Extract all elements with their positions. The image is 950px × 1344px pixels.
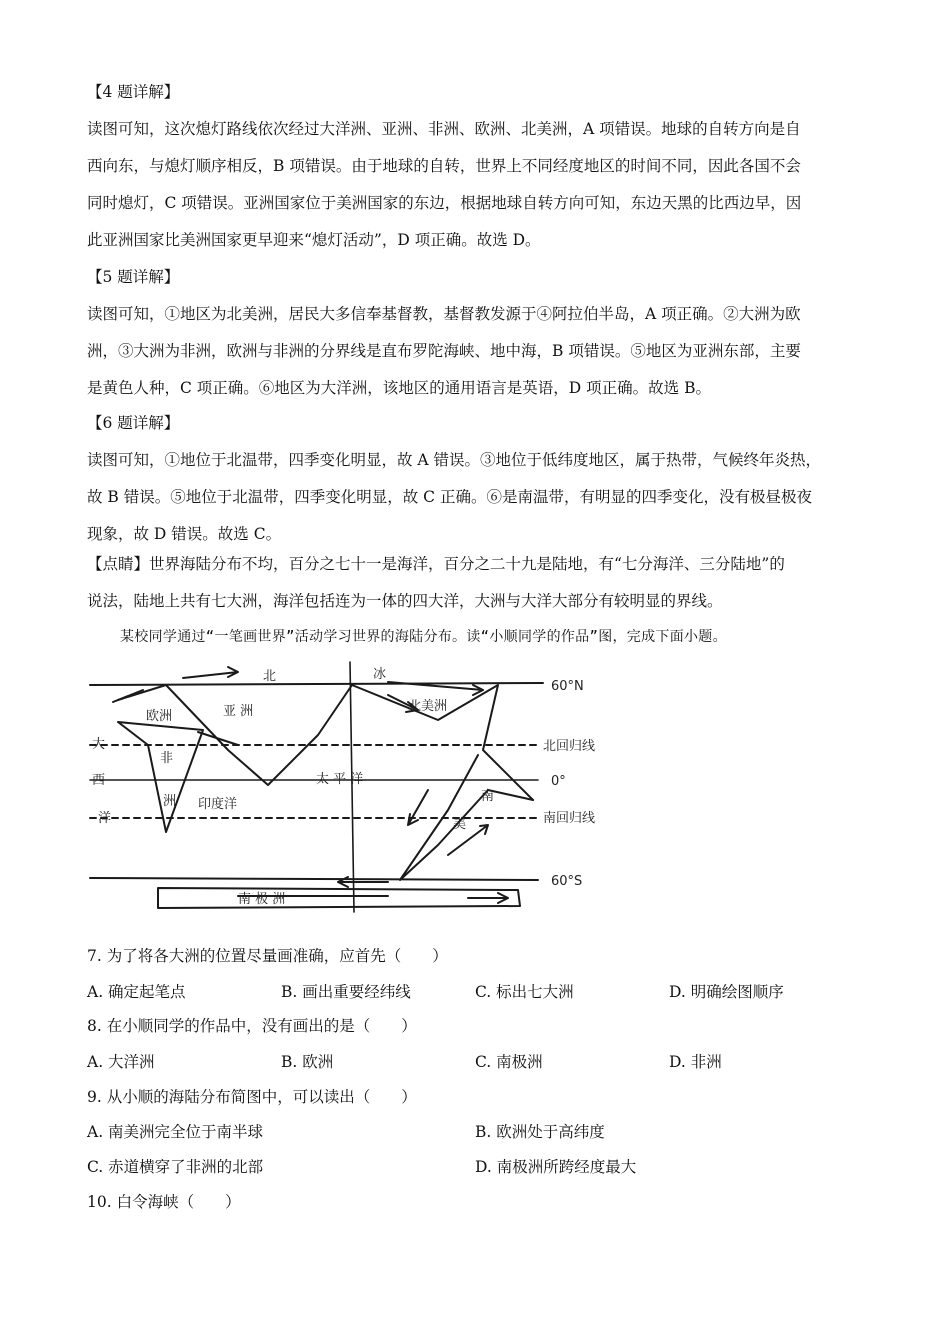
q4-explanation [87, 74, 872, 259]
meridian-line [350, 662, 354, 912]
label-indian-ocean: 印度洋 [198, 797, 238, 812]
label-north-tropic: 北回归线 [543, 739, 596, 754]
label-south-tropic: 南回归线 [543, 811, 596, 826]
q5-line: 是黄色人种，C 项正确。⑥地区为大洋洲，该地区的通用语言是英语，D 项正确。故选 B。 [87, 379, 711, 397]
world-sketch-figure [88, 650, 648, 920]
q7-option-d[interactable]: D. 明确绘图顺序 [669, 983, 784, 1001]
label-equator: 0° [551, 774, 566, 789]
q9-option-b[interactable]: B. 欧洲处于高纬度 [475, 1123, 605, 1141]
q5-title: 【5 题详解】 [87, 268, 180, 286]
q9-option-c[interactable]: C. 赤道横穿了非洲的北部 [87, 1158, 264, 1176]
q7-option-b[interactable]: B. 画出重要经纬线 [281, 983, 411, 1001]
label-asia: 亚 洲 [223, 704, 254, 719]
question-10-stem: 10. 白令海峡（ ） [87, 1193, 241, 1211]
question-9-stem: 9. 从小顺的海陆分布简图中，可以读出（ ） [87, 1088, 417, 1106]
q8-option-d[interactable]: D. 非洲 [669, 1053, 722, 1071]
q6-explanation [87, 405, 872, 553]
label-europe: 欧洲 [146, 709, 173, 724]
label-atlantic-yang: 洋 [98, 811, 112, 826]
q8-option-c[interactable]: C. 南极洲 [475, 1053, 543, 1071]
tip-line: 【点睛】世界海陆分布不均，百分之七十一是海洋，百分之二十九是陆地，有“七分海洋、三分陆地”的 [87, 555, 785, 573]
q9-option-d[interactable]: D. 南极洲所跨经度最大 [475, 1158, 637, 1176]
q8-option-b[interactable]: B. 欧洲 [281, 1053, 334, 1071]
q4-line: 西向东，与熄灯顺序相反，B 项错误。由于地球的自转，世界上不同经度地区的时间不同，因此各国不会 [87, 157, 801, 175]
q4-line: 同时熄灯，C 项错误。亚洲国家位于美洲国家的东边，根据地球自转方向可知，东边天黑的比西边早，因 [87, 194, 802, 212]
q7-option-c[interactable]: C. 标出七大洲 [475, 983, 574, 1001]
q6-line: 故 B 错误。⑤地位于北温带，四季变化明显，故 C 正确。⑥是南温带，有明显的四季变化，没有极昼极夜 [87, 488, 812, 506]
label-60s: 60°S [551, 874, 583, 889]
q4-line: 此亚洲国家比美洲国家更早迎来“熄灯活动”，D 项正确。故选 D。 [87, 231, 541, 249]
label-atlantic-da: 大 [92, 737, 106, 752]
label-pacific: 太 平 洋 [316, 772, 364, 787]
q4-title: 【4 题详解】 [87, 83, 180, 101]
antarctica-outline [158, 888, 520, 908]
label-south-america-2: 美 [453, 817, 467, 832]
label-north-america: 北美洲 [408, 699, 448, 714]
label-60n: 60°N [551, 679, 584, 694]
q5-line: 读图可知，①地区为北美洲，居民大多信奉基督教，基督教发源于④阿拉伯半岛，A 项正确。②大洲为欧 [87, 305, 801, 323]
q7-option-a[interactable]: A. 确定起笔点 [87, 983, 186, 1001]
tip-line: 说法，陆地上共有七大洲，海洋包括连为一体的四大洋，大洲与大洋大部分有较明显的界线。 [87, 592, 723, 610]
africa-outline [118, 722, 203, 832]
q5-explanation [87, 259, 872, 407]
q6-title: 【6 题详解】 [87, 414, 180, 432]
label-antarctica: 南 极 洲 [238, 892, 286, 907]
label-africa-1: 非 [160, 751, 174, 766]
q5-line: 洲，③大洲为非洲，欧洲与非洲的分界线是直布罗陀海峡、地中海，B 项错误。⑤地区为亚洲东部，主要 [87, 342, 801, 360]
label-arctic-bing: 冰 [373, 667, 387, 682]
label-atlantic-xi: 西 [92, 773, 106, 788]
tip-section [87, 546, 872, 620]
question-8-stem: 8. 在小顺同学的作品中，没有画出的是（ ） [87, 1017, 417, 1035]
q6-line: 读图可知，①地位于北温带，四季变化明显，故 A 错误。③地位于低纬度地区，属于热带，气候终年炎热， [87, 451, 822, 469]
q6-line: 现象，故 D 错误。故选 C。 [87, 525, 282, 543]
q9-option-a[interactable]: A. 南美洲完全位于南半球 [87, 1123, 264, 1141]
question-intro: 某校同学通过“一笔画世界”活动学习世界的海陆分布。读“小顺同学的作品”图，完成下面小题。 [120, 629, 727, 645]
lat-60n-line [90, 683, 543, 685]
q8-option-a[interactable]: A. 大洋洲 [87, 1053, 155, 1071]
label-africa-2: 洲 [163, 794, 177, 809]
q4-line: 读图可知，这次熄灯路线依次经过大洋洲、亚洲、非洲、欧洲、北美洲，A 项错误。地球的自转方向是自 [87, 120, 801, 138]
question-7-stem: 7. 为了将各大洲的位置尽量画准确，应首先（ ） [87, 947, 448, 965]
label-arctic-bei: 北 [263, 669, 277, 684]
lat-60s-line [90, 878, 538, 880]
label-south-america-1: 南 [481, 789, 495, 804]
